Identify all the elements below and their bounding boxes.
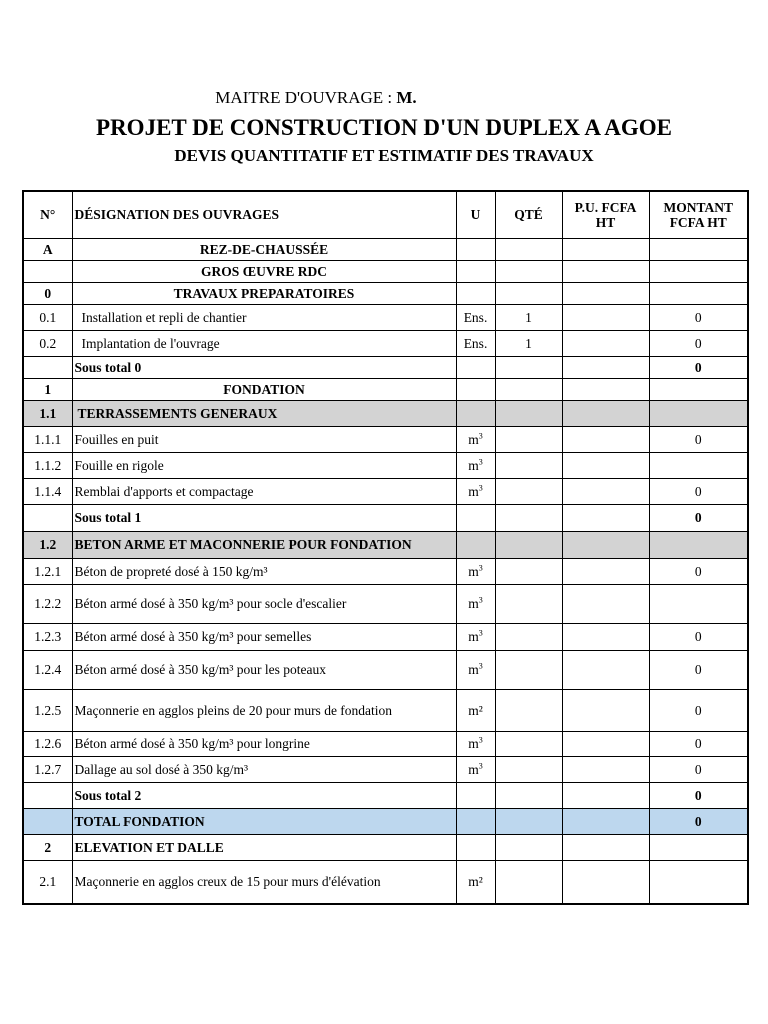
table-row: 0 TRAVAUX PREPARATOIRES: [23, 282, 748, 304]
table-row: GROS ŒUVRE RDC: [23, 260, 748, 282]
col-header-unit: U: [456, 191, 495, 238]
owner-label: MAITRE D'OUVRAGE :: [215, 88, 397, 107]
table-row: Sous total 1 0: [23, 504, 748, 531]
col-header-qty: QTÉ: [495, 191, 562, 238]
col-header-montant: MONTANT FCFA HT: [649, 191, 748, 238]
col-header-num: N°: [23, 191, 72, 238]
table-row: 2 ELEVATION ET DALLE: [23, 834, 748, 860]
table-row: 1.1.4 Remblai d'apports et compactage $m^3$ 0: [23, 478, 748, 504]
page-title: PROJET DE CONSTRUCTION D'UN DUPLEX A AGOE: [96, 115, 672, 140]
table-row: 1.2.2 Béton armé dosé à 350 kg/m³ pour socle d'escalier $m^3$: [23, 584, 748, 623]
owner-name: M.: [396, 88, 417, 107]
table-row: 1.2.4 Béton armé dosé à 350 kg/m³ pour les poteaux $m^3$ 0: [23, 650, 748, 689]
col-header-designation: DÉSIGNATION DES OUVRAGES: [72, 191, 456, 238]
table-row: A REZ-DE-CHAUSSÉE: [23, 238, 748, 260]
table-row: TOTAL FONDATION 0: [23, 808, 748, 834]
table-row: 2.1 Maçonnerie en agglos creux de 15 pour murs d'élévation m²: [23, 860, 748, 904]
table-row: 0.2 Implantation de l'ouvrage Ens. 1 0: [23, 330, 748, 356]
col-header-pu: P.U. FCFA HT: [562, 191, 649, 238]
table-row: 1.2.1 Béton de propreté dosé à 150 kg/m³ $m^3$ 0: [23, 558, 748, 584]
table-row: 1.2 BETON ARME ET MACONNERIE POUR FONDATION: [23, 531, 748, 558]
table-row: 0.1 Installation et repli de chantier Ens. 1 0: [23, 304, 748, 330]
table-row: Sous total 0 0: [23, 356, 748, 378]
page-subtitle: DEVIS QUANTITATIF ET ESTIMATIF DES TRAVAUX: [174, 146, 594, 165]
table-row: 1.2.3 Béton armé dosé à 350 kg/m³ pour semelles $m^3$ 0: [23, 623, 748, 650]
table-row: 1.2.6 Béton armé dosé à 350 kg/m³ pour longrine $m^3$ 0: [23, 731, 748, 756]
estimate-table: [22, 190, 749, 905]
table-row: 1 FONDATION: [23, 378, 748, 400]
table-row: 1.1.2 Fouille en rigole $m^3$: [23, 452, 748, 478]
table-header-row: [23, 191, 748, 238]
table-row: 1.1 TERRASSEMENTS GENERAUX: [23, 400, 748, 426]
table-row: 1.2.5 Maçonnerie en agglos pleins de 20 pour murs de fondation m² 0: [23, 689, 748, 731]
table-row: Sous total 2 0: [23, 782, 748, 808]
table-row: 1.1.1 Fouilles en puit $m^3$ 0: [23, 426, 748, 452]
table-row: 1.2.7 Dallage au sol dosé à 350 kg/m³ $m^3$ 0: [23, 756, 748, 782]
owner-line: [0, 88, 700, 108]
